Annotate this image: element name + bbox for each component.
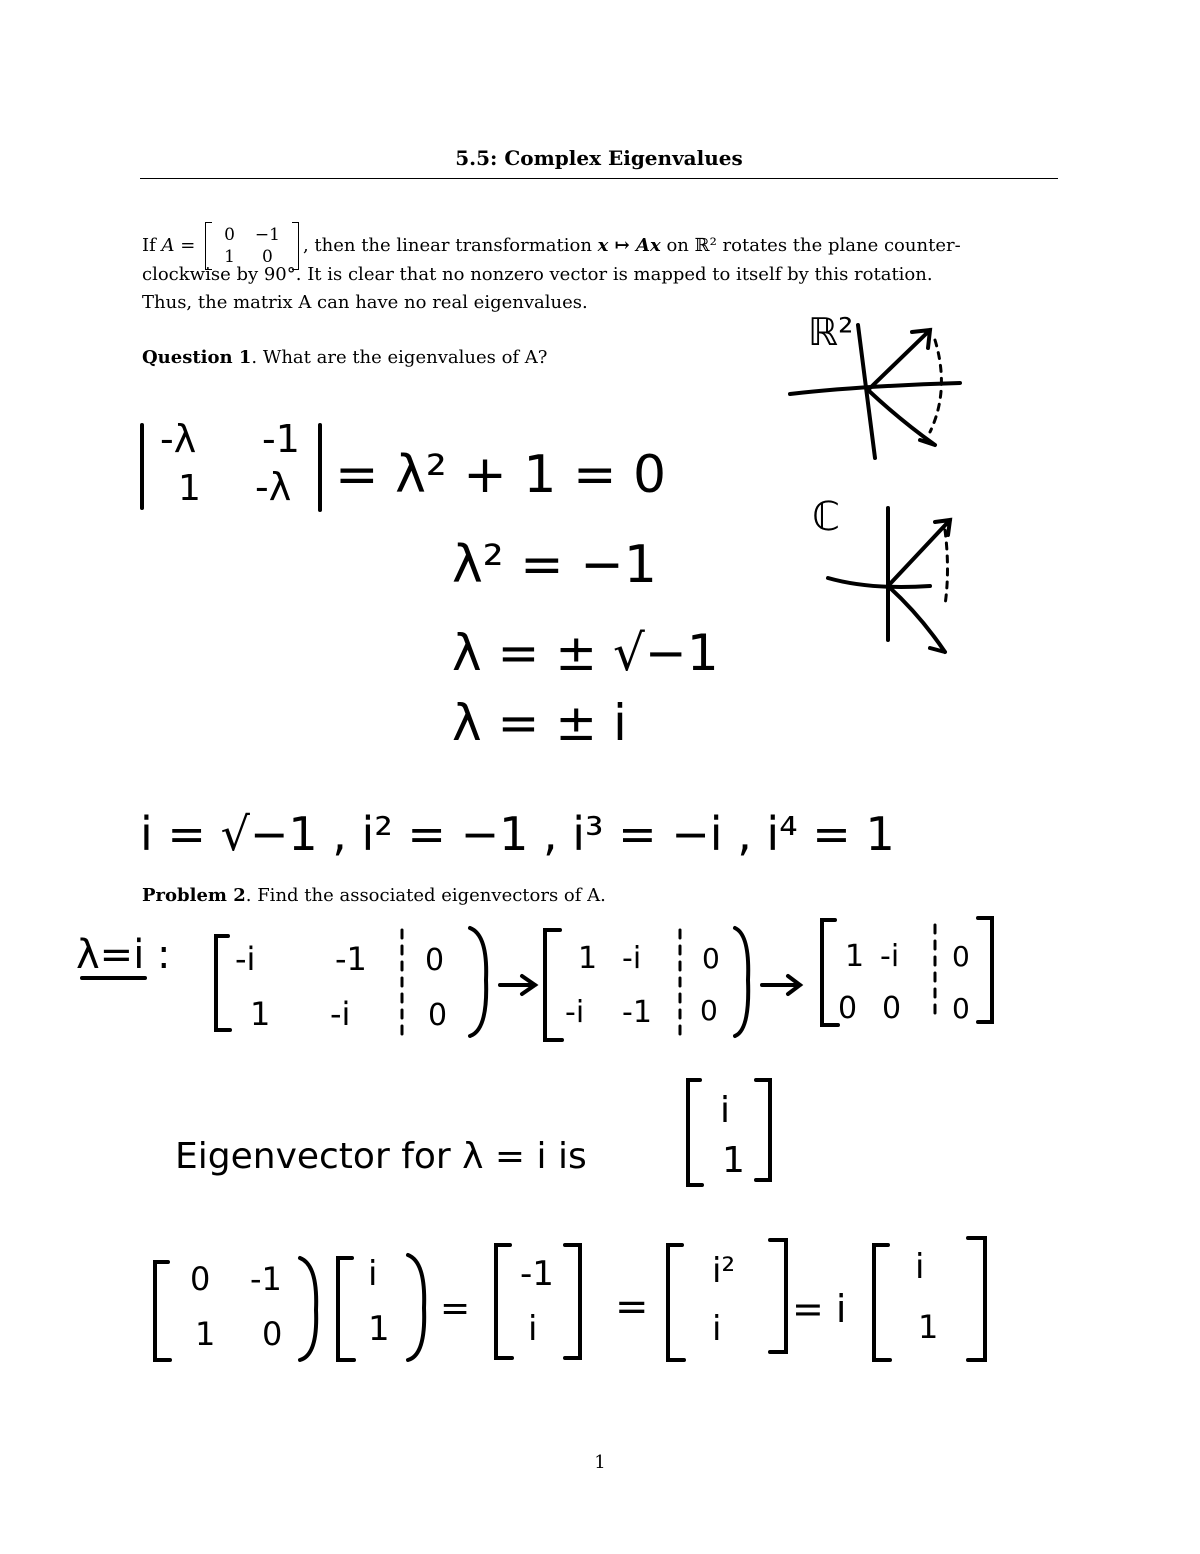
check-a-entry: 1	[195, 1315, 216, 1353]
aug3-entry: -i	[880, 939, 900, 974]
aug3-entry: 0	[882, 991, 902, 1026]
matrix-a-cell: 0	[224, 225, 235, 245]
aug1-bracket-right	[470, 928, 486, 1036]
check-r1-bracket-right	[565, 1245, 580, 1358]
eigenvector-entry: i	[720, 1090, 731, 1131]
check-v-entry: 1	[368, 1309, 390, 1349]
aug2-entry: 0	[702, 942, 720, 975]
aug2-entry: 0	[700, 994, 718, 1027]
aug3-entry: 1	[845, 939, 865, 974]
step-lambda-i: λ = ± i	[452, 694, 627, 752]
eigenvector-text: Eigenvector for λ = i is	[175, 1136, 587, 1177]
check-equals: =	[440, 1288, 471, 1329]
eigvec-bracket-right	[756, 1080, 770, 1180]
question-1-label: Question 1	[142, 347, 252, 368]
check-r2-entry: i²	[712, 1251, 736, 1291]
aug2-bracket-right	[735, 928, 748, 1036]
check-r1-entry: i	[528, 1309, 538, 1349]
problem-2-label: Problem 2	[142, 885, 246, 906]
aug1-entry: -1	[335, 940, 367, 978]
aug2-entry: -i	[565, 995, 585, 1030]
check-a-entry: 0	[190, 1260, 211, 1298]
c-label: ℂ	[812, 494, 840, 540]
matrix-a-cell: 1	[224, 247, 235, 267]
problem-2-text: . Find the associated eigenvectors of A.	[245, 885, 606, 906]
check-r2-bracket-right	[770, 1240, 786, 1352]
page-title: 5.5: Complex Eigenvalues	[455, 146, 743, 170]
check-r1-bracket-left	[496, 1245, 512, 1358]
aug2-entry: -1	[622, 995, 652, 1030]
det-entry: -λ	[255, 465, 292, 509]
intro-text-2: rotates the plane counter-	[722, 235, 961, 256]
intro-text-1: , then the linear transformation	[302, 235, 592, 256]
matrix-a-cell: −1	[254, 225, 280, 245]
check-a-bracket-left	[155, 1262, 170, 1360]
aug3-entry: 0	[952, 940, 970, 973]
check-equals: =	[615, 1284, 649, 1330]
aug1-entry: 0	[425, 943, 445, 978]
check-r2-bracket-left	[668, 1245, 684, 1360]
aug3-bracket-left	[822, 920, 838, 1025]
r2-original-arrow	[868, 390, 935, 445]
aug2-bracket-left	[545, 930, 562, 1040]
intro-line-2: clockwise by 90°. It is clear that no nonzero vector is mapped to itself by this rotation.	[142, 264, 933, 285]
lambda-equals-i-label: λ=i :	[76, 932, 171, 978]
det-result: = λ² + 1 = 0	[335, 445, 667, 505]
aug2-entry: 1	[578, 941, 598, 976]
check-v-bracket-right	[408, 1255, 424, 1360]
check-a-entry: 0	[262, 1315, 283, 1353]
check-a-bracket-right	[300, 1258, 316, 1360]
step-lambda-squared: λ² = −1	[452, 535, 657, 595]
aug1-entry: 1	[250, 995, 271, 1033]
aug1-entry: -i	[235, 940, 256, 978]
c-rotated-arrow	[888, 520, 950, 586]
intro-map: x ↦ Ax	[597, 235, 661, 256]
check-r3-entry: 1	[918, 1308, 939, 1346]
intro-line-3: Thus, the matrix A can have no real eigenvalues.	[142, 292, 588, 313]
check-r3-entry: i	[915, 1247, 925, 1287]
check-v-bracket-left	[338, 1258, 354, 1360]
det-entry: -λ	[160, 417, 197, 461]
row-reduce-arrow-1	[500, 976, 535, 994]
check-r2-entry: i	[712, 1309, 722, 1349]
c-rotation-arc	[945, 530, 948, 605]
check-r3-bracket-left	[874, 1245, 890, 1360]
check-r1-entry: -1	[520, 1254, 554, 1294]
aug1-bracket-left	[216, 936, 230, 1030]
det-entry: 1	[178, 468, 201, 509]
check-scalar: = i	[792, 1287, 847, 1331]
r2-rotated-arrow	[868, 330, 930, 390]
eigenvector-entry: 1	[722, 1140, 745, 1181]
aug2-entry: -i	[622, 941, 642, 976]
row-reduce-arrow-2	[762, 976, 800, 994]
c-original-arrow	[888, 586, 945, 652]
det-entry: -1	[262, 417, 300, 461]
intro-a-eq: A =	[161, 235, 196, 256]
check-r3-bracket-right	[968, 1238, 985, 1360]
check-a-entry: -1	[250, 1260, 282, 1298]
aug3-bracket-right	[978, 918, 992, 1022]
r2-rotation-arc	[930, 340, 941, 432]
aug3-entry: 0	[838, 991, 858, 1026]
aug1-entry: 0	[428, 998, 448, 1033]
step-lambda-sqrt: λ = ± √−1	[452, 624, 719, 682]
eigvec-bracket-left	[688, 1080, 702, 1185]
aug3-entry: 0	[952, 992, 970, 1025]
intro-space: ℝ²	[694, 235, 717, 256]
r2-label: ℝ²	[808, 310, 854, 354]
c-axis-horizontal	[828, 578, 930, 587]
powers-of-i: i = √−1 , i² = −1 , i³ = −i , i⁴ = 1	[140, 807, 895, 861]
check-v-entry: i	[368, 1254, 378, 1294]
page-number: 1	[594, 1452, 606, 1473]
intro-if: If	[142, 235, 156, 256]
question-1-text: . What are the eigenvalues of A?	[251, 347, 548, 368]
intro-on: on	[666, 235, 689, 256]
aug1-entry: -i	[330, 995, 351, 1033]
matrix-a-cell: 0	[262, 247, 273, 267]
